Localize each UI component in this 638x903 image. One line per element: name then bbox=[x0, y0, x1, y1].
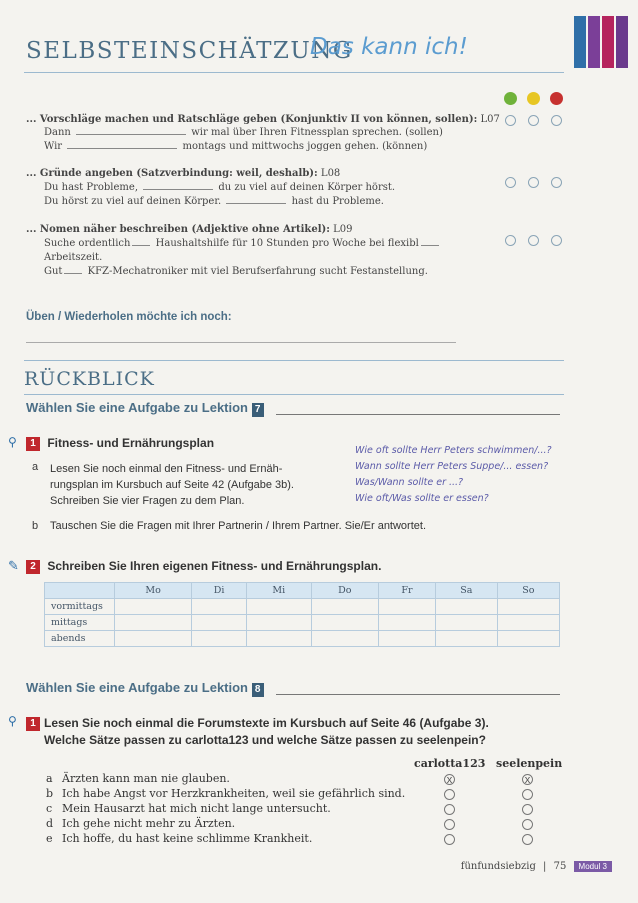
skill-1-line-1: Dann wir mal über Ihren Fitnessplan sprechen. (sollen) bbox=[44, 127, 443, 138]
plan-cell[interactable] bbox=[497, 631, 559, 647]
lesson-badge: 8 bbox=[252, 683, 264, 697]
green-dot-icon bbox=[504, 92, 517, 105]
rating-circle-yellow[interactable] bbox=[528, 115, 539, 126]
plan-cell[interactable] bbox=[192, 631, 247, 647]
day-header: Mo bbox=[115, 583, 192, 599]
statement-text: Ich habe Angst vor Herzkrankheiten, weil sie gefährlich sind. bbox=[62, 787, 406, 800]
skill-3-line-2: Arbeitszeit. bbox=[44, 252, 103, 263]
task-3-title: 1 Lesen Sie noch einmal die Forumstexte im Kursbuch auf Seite 46 (Aufgabe 3). Welche Sätze passen zu carlotta123 und welche Sätze passen zu seelenpein? bbox=[26, 715, 489, 749]
stripe-3 bbox=[602, 16, 614, 68]
skill-3-heading: ... Nomen näher beschreiben (Adjektive ohne Artikel): L09 bbox=[26, 224, 353, 235]
carlotta-answer-circle[interactable] bbox=[444, 804, 455, 815]
plan-cell[interactable] bbox=[115, 599, 192, 615]
statement-label: a bbox=[46, 772, 53, 785]
rating-circle-yellow[interactable] bbox=[528, 177, 539, 188]
page-number-word: fünfundsiebzig bbox=[460, 861, 536, 872]
skill-2-line-1: Du hast Probleme, du zu viel auf deinen Körper hörst. bbox=[44, 182, 396, 193]
carlotta-answer-circle[interactable] bbox=[444, 834, 455, 845]
plan-cell[interactable] bbox=[246, 631, 311, 647]
plan-cell[interactable] bbox=[435, 631, 497, 647]
lesson-7-write-line[interactable] bbox=[276, 414, 560, 415]
plan-cell[interactable] bbox=[311, 615, 378, 631]
skill-2-heading: ... Gründe angeben (Satzverbindung: weil, deshalb): L08 bbox=[26, 168, 341, 179]
red-dot-icon bbox=[550, 92, 563, 105]
plan-cell[interactable] bbox=[378, 631, 435, 647]
seelenpein-answer-circle[interactable]: x bbox=[522, 774, 533, 785]
rating-circle-red[interactable] bbox=[551, 115, 562, 126]
statement-text: Mein Hausarzt hat mich nicht lange untersucht. bbox=[62, 802, 331, 815]
carlotta-answer-circle[interactable]: x bbox=[444, 774, 455, 785]
modul-badge: Modul 3 bbox=[574, 861, 612, 872]
plan-cell[interactable] bbox=[497, 599, 559, 615]
statement-label: c bbox=[46, 802, 53, 815]
plan-cell[interactable] bbox=[435, 615, 497, 631]
plan-cell[interactable] bbox=[246, 599, 311, 615]
practice-write-line[interactable] bbox=[26, 342, 456, 343]
row-label: mittags bbox=[45, 615, 115, 631]
skill-2-line-2: Du hörst zu viel auf deinen Körper. hast du Probleme. bbox=[44, 196, 384, 207]
review-rule-bottom bbox=[24, 394, 564, 395]
task-number-badge: 1 bbox=[26, 437, 40, 451]
plan-cell[interactable] bbox=[378, 615, 435, 631]
plan-cell[interactable] bbox=[115, 631, 192, 647]
search-icon: ⚲ bbox=[8, 714, 17, 728]
table-corner bbox=[45, 583, 115, 599]
page-subtitle: Das kann ich! bbox=[310, 34, 468, 60]
statement-text: Ärzten kann man nie glauben. bbox=[62, 772, 230, 785]
stripe-4 bbox=[616, 16, 628, 68]
carlotta-answer-circle[interactable] bbox=[444, 789, 455, 800]
col-header-seelenpein: seelenpein bbox=[496, 757, 563, 770]
day-header: Do bbox=[311, 583, 378, 599]
rating-circle-red[interactable] bbox=[551, 177, 562, 188]
search-icon: ⚲ bbox=[8, 435, 17, 449]
day-header: Sa bbox=[435, 583, 497, 599]
statement-text: Ich gehe nicht mehr zu Ärzten. bbox=[62, 817, 236, 830]
statement-label: b bbox=[46, 787, 54, 800]
plan-cell[interactable] bbox=[192, 615, 247, 631]
handwritten-questions: Wie oft sollte Herr Peters schwimmen/...? Wann sollte Herr Peters Suppe/... essen? Was/Wann sollte er ...? Wie oft/Was sollte er essen? bbox=[355, 445, 552, 504]
plan-cell[interactable] bbox=[115, 615, 192, 631]
task-1-title: 1 Fitness- und Ernährungsplan bbox=[26, 436, 214, 451]
day-header: Mi bbox=[246, 583, 311, 599]
lesson-badge: 7 bbox=[252, 403, 264, 417]
page-title: SELBSTEINSCHÄTZUNG bbox=[26, 38, 353, 64]
plan-cell[interactable] bbox=[378, 599, 435, 615]
day-header: Fr bbox=[378, 583, 435, 599]
stripe-2 bbox=[588, 16, 600, 68]
task-1-a-text: Lesen Sie noch einmal den Fitness- und Ernäh- rungsplan im Kursbuch auf Seite 42 (Aufgabe 3b). Schreiben Sie vier Fragen zu dem Plan. bbox=[50, 463, 294, 507]
lesson-8-write-line[interactable] bbox=[276, 694, 560, 695]
task-number-badge: 1 bbox=[26, 717, 40, 731]
seelenpein-answer-circle[interactable] bbox=[522, 789, 533, 800]
review-title: RÜCKBLICK bbox=[24, 368, 155, 390]
pencil-icon: ✎ bbox=[8, 558, 19, 573]
stripe-1 bbox=[574, 16, 586, 68]
plan-cell[interactable] bbox=[192, 599, 247, 615]
statement-label: d bbox=[46, 817, 54, 830]
page-footer: fünfundsiebzig | 75 Modul 3 bbox=[461, 861, 612, 872]
header-rule bbox=[24, 72, 564, 73]
skill-1-line-2: Wir montags und mittwochs joggen gehen. (können) bbox=[44, 141, 428, 152]
rating-circle-yellow[interactable] bbox=[528, 235, 539, 246]
review-rule-top bbox=[24, 360, 564, 361]
plan-cell[interactable] bbox=[246, 615, 311, 631]
plan-cell[interactable] bbox=[497, 615, 559, 631]
yellow-dot-icon bbox=[527, 92, 540, 105]
rating-circle-green[interactable] bbox=[505, 235, 516, 246]
choose-task-lesson-7: Wählen Sie eine Aufgabe zu Lektion 7 bbox=[26, 400, 264, 417]
seelenpein-answer-circle[interactable] bbox=[522, 819, 533, 830]
skill-1-heading: ... Vorschläge machen und Ratschläge geben (Konjunktiv II von können, sollen): L07 bbox=[26, 114, 500, 125]
plan-cell[interactable] bbox=[311, 599, 378, 615]
task-1-b-text: Tauschen Sie die Fragen mit Ihrer Partnerin / Ihrem Partner. Sie/Er antwortet. bbox=[50, 520, 427, 532]
statement-text: Ich hoffe, du hast keine schlimme Krankheit. bbox=[62, 832, 313, 845]
skill-3-line-1: Suche ordentlich Haushaltshilfe für 10 Stunden pro Woche bei flexibl bbox=[44, 238, 484, 249]
fitness-plan-table bbox=[44, 582, 560, 647]
rating-circle-red[interactable] bbox=[551, 235, 562, 246]
task-2-title: 2 Schreiben Sie Ihren eigenen Fitness- und Ernährungsplan. bbox=[26, 559, 381, 574]
col-header-carlotta: carlotta123 bbox=[414, 757, 486, 770]
statement-label: e bbox=[46, 832, 53, 845]
rating-circle-green[interactable] bbox=[505, 177, 516, 188]
day-header: So bbox=[497, 583, 559, 599]
plan-cell[interactable] bbox=[435, 599, 497, 615]
page-number: 75 bbox=[553, 861, 567, 872]
seelenpein-answer-circle[interactable] bbox=[522, 804, 533, 815]
row-label: vormittags bbox=[45, 599, 115, 615]
seelenpein-answer-circle[interactable] bbox=[522, 834, 533, 845]
plan-cell[interactable] bbox=[311, 631, 378, 647]
carlotta-answer-circle[interactable] bbox=[444, 819, 455, 830]
day-header: Di bbox=[192, 583, 247, 599]
rating-circle-green[interactable] bbox=[505, 115, 516, 126]
task-number-badge: 2 bbox=[26, 560, 40, 574]
skill-3-line-3: Gut KFZ-Mechatroniker mit viel Berufserfahrung sucht Festanstellung. bbox=[44, 266, 428, 277]
practice-label: Üben / Wiederholen möchte ich noch: bbox=[26, 311, 232, 323]
task-1-a-label: a bbox=[32, 461, 39, 473]
row-label: abends bbox=[45, 631, 115, 647]
choose-task-lesson-8: Wählen Sie eine Aufgabe zu Lektion 8 bbox=[26, 680, 264, 697]
color-stripes bbox=[574, 16, 628, 68]
task-1-b-label: b bbox=[32, 520, 39, 532]
